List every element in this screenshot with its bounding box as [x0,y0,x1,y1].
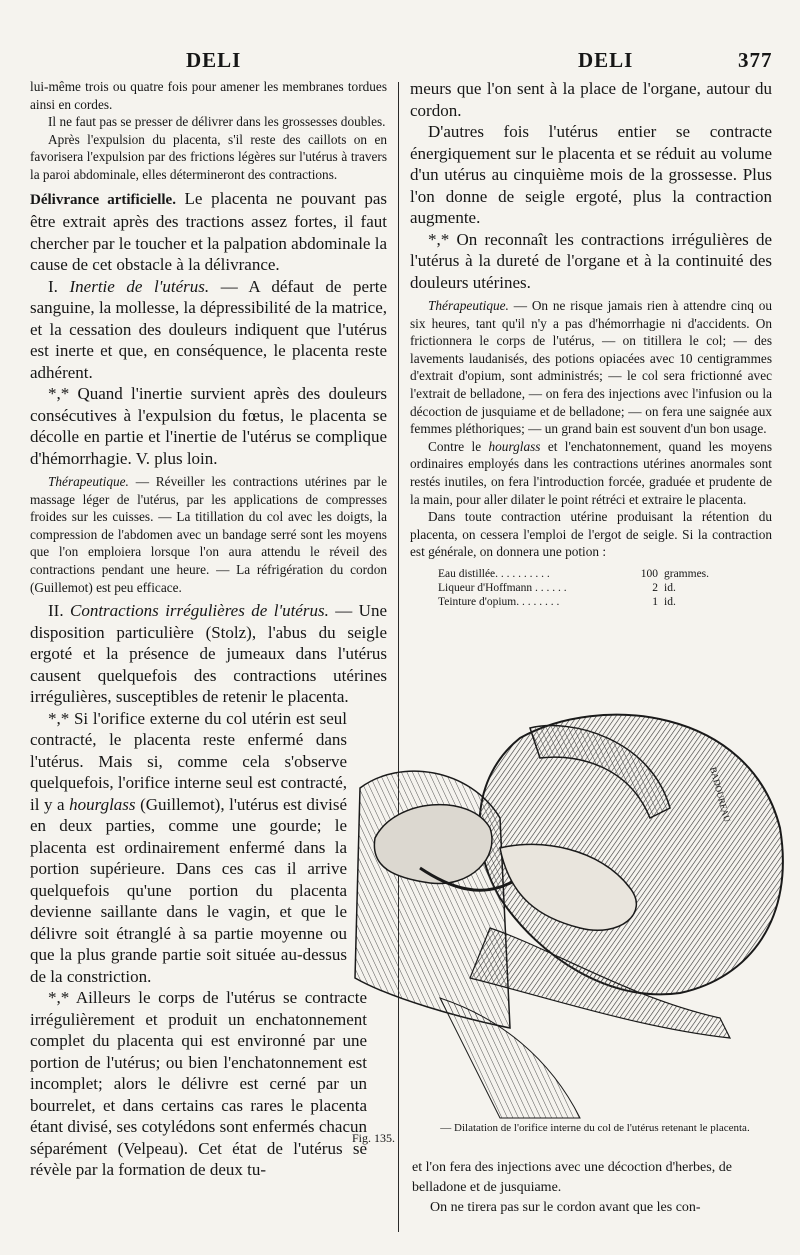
paragraph: Délivrance artificielle. Le placenta ne pouvant pas être extrait après des tractions assez fortes, il faut chercher par le toucher et la palpation abdominale la cause de cet obstacle à la délivrance. [30,188,387,275]
paragraph: lui-même trois ou quatre fois pour amener les membranes tordues ainsi en cordes. [30,79,387,112]
paragraph: Thérapeutique. — Réveiller les contractions utérines par le massage léger de l'utérus, par les applications de compresses froides sur les cuisses. — La titillation du col avec les doigts, la compression de l'abdomen avec un bandage serré sont les moyens que l'on emploiera lorsque l'on aura attendu le réveil des contractions pendant une heure. — La réfrigération du cordon (Guillemot) est peu efficace. [30,474,387,595]
paragraph: II. Contractions irrégulières de l'utérus. — Une disposition particulière (Stolz), l'abus du seigle ergoté et la présence de jumeaux dans l'utérus causent quelquefois des contractions utérines irrégulières, susceptibles de retenir le placenta. [30,601,388,707]
subsection-title: Contractions irrégulières de l'utérus. [70,601,329,621]
right-column [410,78,772,609]
page-number: 377 [738,48,773,72]
paragraph: Contre le hourglass et l'enchatonnement, quand les moyens ordinaires employés dans les contractions utérines anormales sont restés inutiles, on fera l'introduction forcée, graduée et prudente de la main, pour aller dilater le point rétréci et extraire le placenta. [410,438,772,507]
right-running-head: DELI [578,48,634,72]
paragraph: Après l'expulsion du placenta, s'il reste des caillots on en favorisera l'expulsion par des frictions légères sur l'utérus à travers la paroi abdominale, elles détermineront des contractions. [30,131,387,182]
paragraph: *,* Si l'orifice externe du col utérin est seul contracté, le placenta reste enfermé dans l'utérus. Mais si, comme cela s'observe quelquefois, l'orifice interne seul est contracté, il y a hourglass (Guillemot), l'utérus est divisé en deux parties, comme une gourde; le placenta est ordinairement enfermé dans la portion supérieure. Dans ces cas il arrive quelquefois qu'une portion du placenta devienne saillante dans le vagin, et que le délivre soit étranglé à sa partie moyenne ou que la plus grande partie soit située au-dessus de la constriction. [30,708,347,986]
paragraph: *,* On reconnaît les contractions irrégulières de l'utérus à la dureté de l'organe et à la continuité des douleurs utérines. [410,229,772,292]
paragraph: D'autres fois l'utérus entier se contracte énergiquement sur le placenta et se réduit au volume d'un utérus au cinquième mois de la grossesse. Plus l'on donne de seigle ergoté, plus la contraction augmente. [410,122,772,227]
prescription-row: Teinture d'opium. . . . . . . . 1 id. [438,595,676,608]
engraver-signature: BADOUREAU [708,765,733,824]
section-heading: Délivrance artificielle. [30,191,176,208]
paragraph: meurs que l'on sent à la place de l'organe, autour du cordon. [410,79,772,120]
therapeutic-label: Thérapeutique. [428,298,509,313]
paragraph: Thérapeutique. — On ne risque jamais rien à attendre cinq ou six heures, tant qu'il n'y a pas d'hémorrhagie ni d'accidents. On frictionnera le corps de l'utérus, — on titillera le col; — des lavements laudanisés, des potions opiacées avec 10 centigrammes d'extrait d'opium, sont administrés; — le col sera frictionné avec l'extrait de belladone, — on fera des injections avec l'infusion ou la décoction de jusquiame et de belladone; — on fera une saignée aux femmes pléthoriques; — un grand bain est souvent d'un bon usage. [410,298,772,437]
bottom-text [412,1158,772,1218]
subsection-title: Inertie de l'utérus. [69,276,210,296]
figure-label: Fig. 135. [352,1131,396,1145]
paragraph: On ne tirera pas sur le cordon avant que les con- [430,1200,701,1215]
figure-caption [352,1122,772,1145]
paragraph: Il ne faut pas se presser de délivrer dans les grossesses doubles. [48,114,386,130]
anatomical-engraving [350,698,790,1123]
prescription-row: Liqueur d'Hoffmann . . . . . . 2 id. [438,581,676,594]
paragraph: *,* Ailleurs le corps de l'utérus se contracte irrégulièrement et produit un enchatonnement complet du placenta qui est environné par une portion de l'utérus; ou bien l'enchatonnement est incomplet; alors le délivre est cerné par un bourrelet, et dans certains cas rares le placenta étant divisé, ses cotylédons sont enfermés chacun séparément (Velpeau). Cet état de l'utérus se révèle par la formation de deux tu- [30,988,367,1180]
therapeutic-label: Thérapeutique. [48,474,129,490]
prescription-row: Eau distillée. . . . . . . . . . 100 grammes. [438,567,710,580]
paragraph: Dans toute contraction utérine produisant la rétention du placenta, on cessera l'emploi de l'ergot de seigle. Si la contraction est générale, on donnera une potion : [410,509,772,560]
paragraph: et l'on fera des injections avec une décoction d'herbes, de belladone et de jusquiame. [412,1160,732,1195]
left-column [30,78,387,1181]
left-running-head: DELI [186,48,242,72]
prescription-table [438,567,772,609]
figure-caption-text: — Dilatation de l'orifice interne du col de l'utérus retenant le placenta. [440,1122,750,1134]
paragraph: *,* Quand l'inertie survient après des douleurs consécutives à l'expulsion du fœtus, le placenta se décolle en partie et l'inertie de l'utérus se complique d'hémorrhagie. V. plus loin. [30,384,387,468]
paragraph: I. Inertie de l'utérus. — A défaut de perte sanguine, la mollesse, la dépressibilité de la matrice, et la cessation des douleurs indiquent que l'utérus est inerte et que, en conséquence, le placenta reste adhérent. [30,276,387,382]
